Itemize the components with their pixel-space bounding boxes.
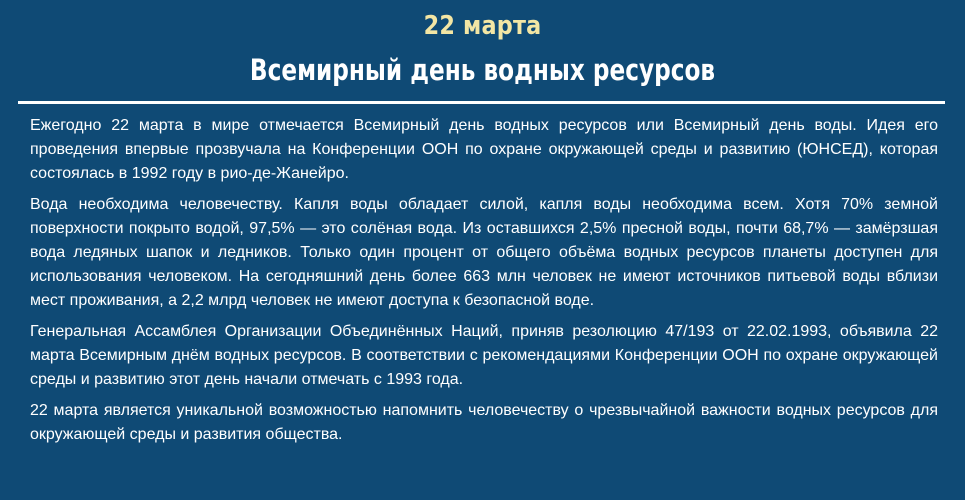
page-title: Всемирный день водных ресурсов xyxy=(249,53,716,87)
header-divider xyxy=(18,101,945,104)
paragraph-un-resolution: Генеральная Ассамблея Организации Объединённых Наций, приняв резолюцию 47/193 от 22.02.1993, объявила 22 марта Всемирным днём водных ресурсов. В соответствии с рекомендациями Конференции ООН по охране окружающей среды и развитию этот день начали отмечать с 1993 года. xyxy=(30,323,938,388)
event-date: 22 марта xyxy=(423,11,542,41)
paragraph-closing: 22 марта является уникальной возможностью напомнить человечеству о чрезвычайной важности водных ресурсов для окружающей среды и развития общества. xyxy=(30,402,938,443)
paragraph-water-facts: Вода необходима человечеству. Капля воды обладает силой, капля воды необходима всем. Хотя 70% земной поверхности покрыто водой, 97,5% — это солёная вода. Из оставшихся 2,5% пресной воды, почти 68,7% — замёрзшая вода ледяных шапок и ледников. Только один процент от общего объёма водных ресурсов планеты доступен для использования человеком. На сегодняшний день более 663 млн человек не имеют источников питьевой воды вблизи мест проживания, а 2,2 млрд человек не имеют доступа к безопасной воде. xyxy=(30,196,938,309)
page-header xyxy=(0,8,965,92)
paragraph-intro: Ежегодно 22 марта в мире отмечается Всемирный день водных ресурсов или Всемирный день воды. Идея его проведения впервые прозвучала на Конференции ООН по охране окружающей среды и развитию (ЮНСЕД), которая состоялась в 1992 году в рио-де-Жанейро. xyxy=(30,117,938,182)
article-body xyxy=(30,114,938,454)
